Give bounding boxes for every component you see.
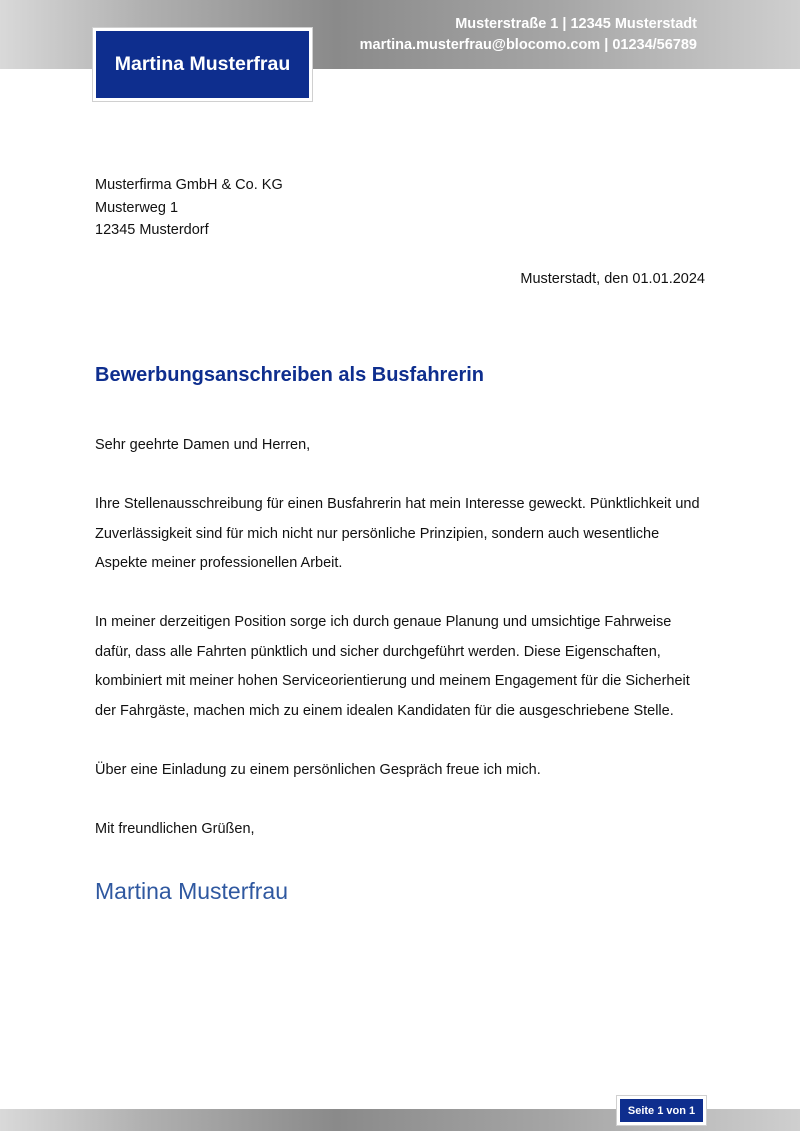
paragraph-position: In meiner derzeitigen Position sorge ich durch genaue Planung und umsichtige Fahrweise dafür, dass alle Fahrten pünktlich und sicher durchgeführt werden. Diese Eigenschaften, kombiniert mit meiner hohen Serviceorientierung und meinem Engagement für die Sicherheit der Fahrgäste, machen mich zu einem idealen Kandidaten für die ausgeschriebene Stelle.: [95, 614, 690, 719]
letter-body: [95, 431, 707, 908]
closing: Mit freundlichen Grüßen,: [95, 820, 255, 837]
letter-subject: Bewerbungsanschreiben als Busfahrerin: [95, 364, 485, 386]
letter-date: Musterstadt, den 01.01.2024: [520, 271, 705, 287]
sender-name: Martina Musterfrau: [114, 53, 291, 75]
page-number-badge: Seite 1 von 1: [617, 1096, 706, 1125]
signature: Martina Musterfrau: [95, 877, 289, 904]
address-line: Musterstraße 1 | 12345 Musterstadt: [455, 16, 697, 32]
contact-line: martina.musterfrau@blocomo.com | 01234/56789: [359, 37, 697, 53]
salutation: Sehr geehrte Damen und Herren,: [95, 437, 311, 453]
name-banner: [93, 28, 312, 101]
recipient-address: [95, 174, 283, 242]
paragraph-invitation: Über eine Einladung zu einem persönlichen Gespräch freue ich mich.: [95, 761, 541, 778]
recipient-street: Musterweg 1: [95, 199, 179, 216]
recipient-company: Musterfirma GmbH & Co. KG: [95, 177, 283, 193]
contact-block: [360, 14, 697, 56]
recipient-city: 12345 Musterdorf: [95, 222, 209, 238]
paragraph-interest: Ihre Stellenausschreibung für einen Busfahrerin hat mein Interesse geweckt. Pünktlichkeit und Zuverlässigkeit sind für mich nicht nur persönliche Prinzipien, sondern auch wesentliche Aspekte meiner professionellen Arbeit.: [95, 496, 700, 571]
